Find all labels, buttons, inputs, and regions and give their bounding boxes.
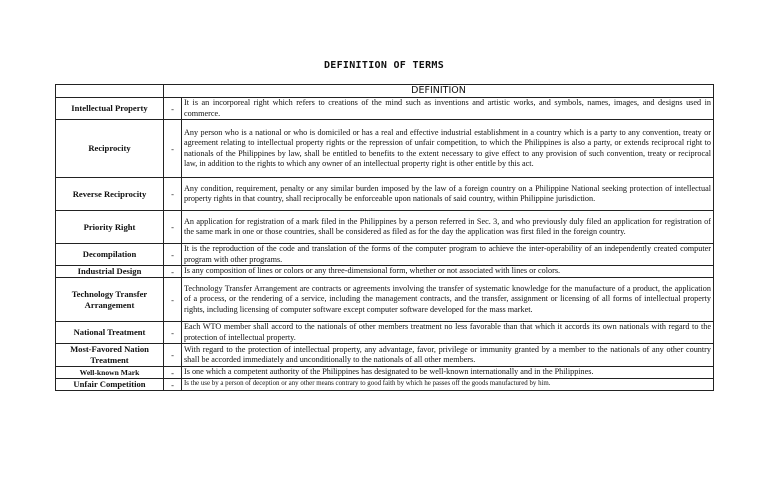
definition-cell: An application for registration of a mark filed in the Philippines by a person referred in Sec. 3, and who previously duly filed an application for registration of the same mark in one or those countries, shall be considered as filed as for the day the application was first filed in the foreign country. xyxy=(182,211,714,244)
dash-marker: - xyxy=(164,98,182,120)
dash-marker: - xyxy=(164,278,182,322)
term-cell: Intellectual Property xyxy=(56,98,164,120)
dash-marker: - xyxy=(164,344,182,367)
definition-cell: It is the reproduction of the code and translation of the forms of the computer program to achieve the inter-operability of an independently created computer program with other programs. xyxy=(182,244,714,266)
page-title: DEFINITION OF TERMS xyxy=(323,60,445,71)
term-cell: National Treatment xyxy=(56,322,164,344)
definition-cell: Is any composition of lines or colors or any three-dimensional form, whether or not associated with lines or colors. xyxy=(182,266,714,278)
table-row xyxy=(56,266,714,278)
term-column-header xyxy=(56,85,164,98)
definition-cell: Each WTO member shall accord to the nationals of other members treatment no less favorable than that which it accords its own nationals with regard to the protection of intellectual property. xyxy=(182,322,714,344)
definition-column-header: DEFINITION xyxy=(164,85,714,98)
term-cell: Well-known Mark xyxy=(56,367,164,379)
table-row xyxy=(56,344,714,367)
term-cell: Reciprocity xyxy=(56,120,164,178)
dash-marker: - xyxy=(164,178,182,211)
term-cell: Priority Right xyxy=(56,211,164,244)
term-cell: Technology Transfer Arrangement xyxy=(56,278,164,322)
table-header-row xyxy=(56,85,714,98)
definition-cell: Is the use by a person of deception or any other means contrary to good faith by which he passes off the goods manufactured by him. xyxy=(182,379,714,391)
term-cell: Unfair Competition xyxy=(56,379,164,391)
definition-cell: With regard to the protection of intellectual property, any advantage, favor, privilege or immunity granted by a member to the nationals of any other country shall be accorded immediately and unconditionally to the nationals of all other members. xyxy=(182,344,714,367)
table-row xyxy=(56,211,714,244)
term-cell: Decompilation xyxy=(56,244,164,266)
table-row xyxy=(56,244,714,266)
table-row xyxy=(56,278,714,322)
table-row xyxy=(56,379,714,391)
table-row xyxy=(56,98,714,120)
definition-table xyxy=(55,84,714,391)
definition-cell: It is an incorporeal right which refers to creations of the mind such as inventions and artistic works, and symbols, names, images, and designs used in commerce. xyxy=(182,98,714,120)
definition-cell: Any person who is a national or who is domiciled or has a real and effective industrial establishment in a country which is a party to any convention, treaty or agreement relating to intellectual property rights or the repression of unfair competition, to which the Philippines is also a party, or extends reciprocal right to nationals of the Philippines by law, shall be entitled to benefits to the extent necessary to give effect to any provision of such convention, treaty or reciprocal law, in addition to the rights to which any owner of an intellectual property right is other entitle by this act. xyxy=(182,120,714,178)
definition-cell: Is one which a competent authority of the Philippines has designated to be well-known internationally and in the Philippines. xyxy=(182,367,714,379)
dash-marker: - xyxy=(164,244,182,266)
table-row xyxy=(56,367,714,379)
table-row xyxy=(56,178,714,211)
table-row xyxy=(56,120,714,178)
dash-marker: - xyxy=(164,367,182,379)
definition-cell: Technology Transfer Arrangement are contracts or agreements involving the transfer of systematic knowledge for the manufacture of a product, the application of a process, or the rendering of a service, including the management contracts, and the transfer, assignment or licensing of all forms of intellectual property rights, including licensing of computer software except computer software developed for the mass market. xyxy=(182,278,714,322)
dash-marker: - xyxy=(164,266,182,278)
term-cell: Most-Favored Nation Treatment xyxy=(56,344,164,367)
dash-marker: - xyxy=(164,120,182,178)
dash-marker: - xyxy=(164,211,182,244)
term-cell: Industrial Design xyxy=(56,266,164,278)
definition-cell: Any condition, requirement, penalty or any similar burden imposed by the law of a foreign country on a Philippine National seeking protection of intellectual property rights in that country, shall reciprocally be enforceable upon nationals of said country, within Philippine jurisdiction. xyxy=(182,178,714,211)
dash-marker: - xyxy=(164,379,182,391)
dash-marker: - xyxy=(164,322,182,344)
term-cell: Reverse Reciprocity xyxy=(56,178,164,211)
table-row xyxy=(56,322,714,344)
